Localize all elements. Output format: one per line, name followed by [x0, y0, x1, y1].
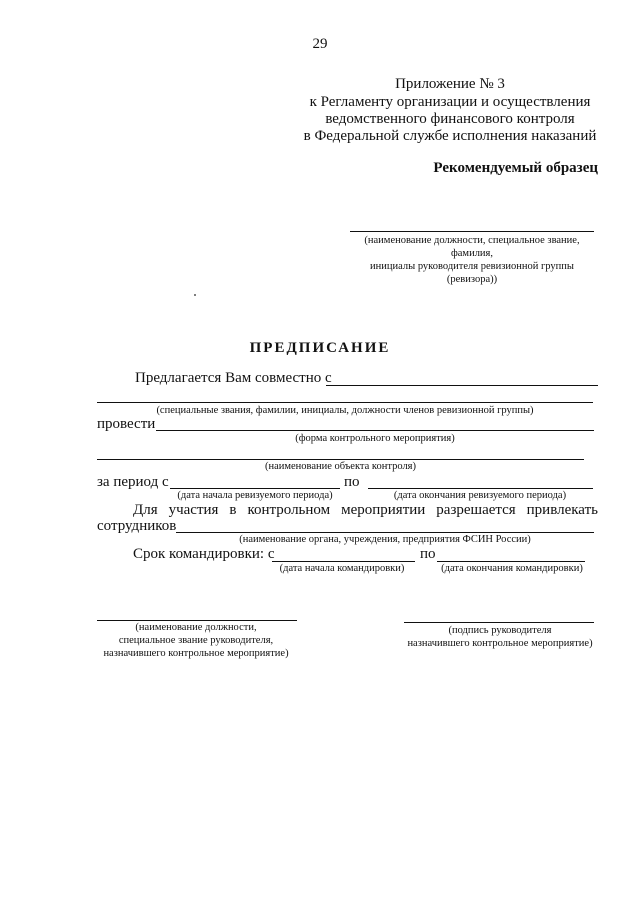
period-to-label: по: [344, 474, 360, 490]
staff-sentence: [133, 502, 598, 519]
trip-end-caption: (дата окончания командировки): [441, 563, 583, 574]
conduct-label: провести: [97, 416, 156, 432]
scan-speck: [194, 294, 196, 296]
staff-word: Для: [133, 502, 158, 518]
staff-word: привлекать: [526, 502, 598, 518]
trip-end-blank[interactable]: [437, 561, 585, 562]
period-label: за период с: [97, 474, 169, 490]
addressee-caption-3: инициалы руководителя ревизионной группы: [370, 261, 574, 272]
trip-start-caption: (дата начала командировки): [279, 563, 405, 574]
staff-label: сотрудников: [97, 518, 177, 534]
object-blank[interactable]: [97, 459, 584, 460]
official-caption-1: (наименование должности,: [135, 622, 257, 633]
period-start-caption: (дата начала ревизуемого периода): [177, 490, 333, 501]
org-blank[interactable]: [176, 532, 594, 533]
staff-word: контрольном: [247, 502, 331, 518]
org-caption: (наименование органа, учреждения, предприятия ФСИН России): [239, 534, 531, 545]
page-number: 29: [312, 36, 328, 52]
sample-note: Рекомендуемый образец: [433, 160, 598, 176]
trip-start-blank[interactable]: [272, 561, 415, 562]
addressee-caption-4: (ревизора)): [446, 274, 498, 285]
period-start-blank[interactable]: [170, 488, 340, 489]
addressee-caption-2: фамилия,: [450, 248, 494, 259]
staff-word: участия: [168, 502, 219, 518]
staff-word: разрешается: [436, 502, 516, 518]
members-blank[interactable]: [97, 402, 593, 403]
official-caption-3: назначившего контрольное мероприятие): [103, 648, 289, 659]
addressee-line: [350, 231, 594, 232]
trip-to-label: по: [420, 546, 436, 562]
period-end-caption: (дата окончания ревизуемого периода): [393, 490, 567, 501]
form-caption: (форма контрольного мероприятия): [295, 433, 455, 444]
members-caption: (специальные звания, фамилии, инициалы, должности членов ревизионной группы): [156, 405, 534, 416]
document-title: ПРЕДПИСАНИЕ: [249, 340, 391, 356]
trip-label: Срок командировки: с: [133, 546, 275, 562]
proposal-blank[interactable]: [326, 385, 598, 386]
head-signature-caption-2: назначившего контрольное мероприятие): [407, 638, 593, 649]
period-end-blank[interactable]: [368, 488, 593, 489]
header-line-3: ведомственного финансового контроля: [325, 111, 575, 127]
form-blank[interactable]: [156, 430, 594, 431]
header-line-2: к Регламенту организации и осуществления: [309, 94, 591, 110]
official-signature-line[interactable]: [97, 620, 297, 621]
object-caption: (наименование объекта контроля): [264, 461, 417, 472]
official-caption-2: специальное звание руководителя,: [118, 635, 274, 646]
staff-word: в: [229, 502, 237, 518]
appendix-number: Приложение № 3: [395, 76, 505, 92]
head-signature-caption-1: (подпись руководителя: [448, 625, 552, 636]
addressee-caption-1: (наименование должности, специальное звание,: [364, 235, 580, 246]
header-line-4: в Федеральной службе исполнения наказаний: [303, 128, 597, 144]
staff-word: мероприятии: [341, 502, 426, 518]
head-signature-line[interactable]: [404, 622, 594, 623]
proposal-text: Предлагается Вам совместно с: [135, 370, 332, 386]
